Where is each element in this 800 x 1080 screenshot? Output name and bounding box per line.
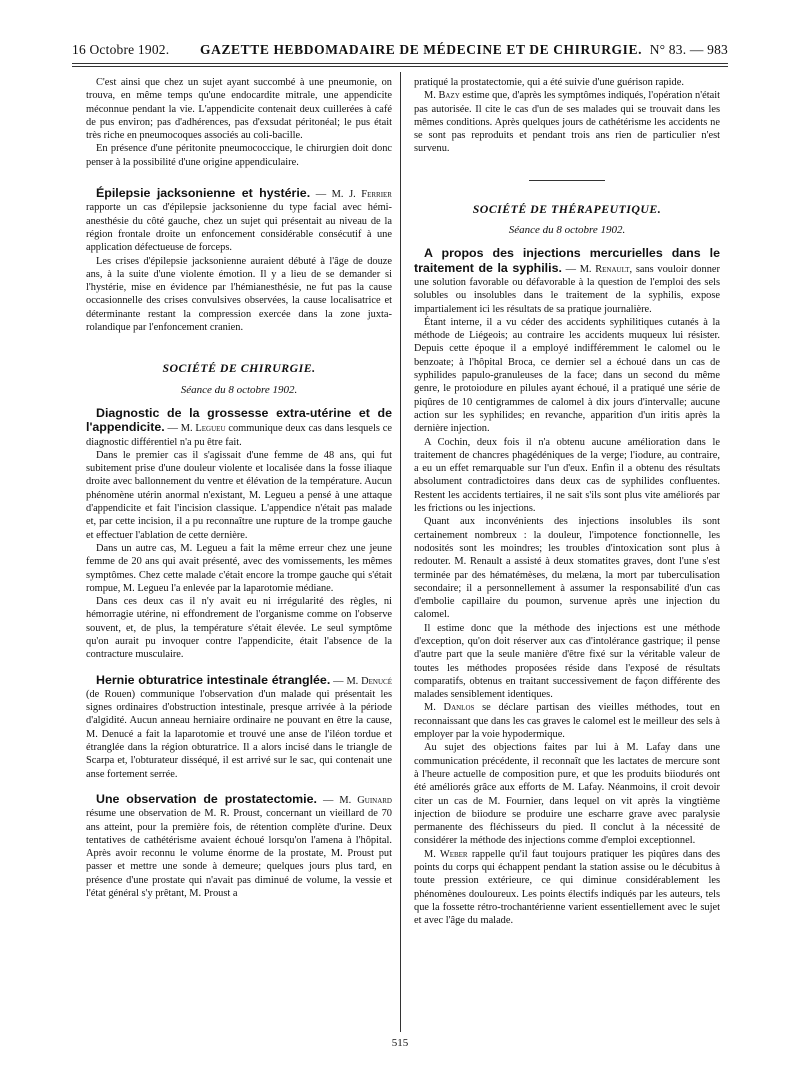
journal-title: GAZETTE HEBDOMADAIRE DE MÉDECINE ET DE CHIRURGIE. <box>200 42 643 57</box>
paragraph-text: estime que, d'après les symptômes indiqués, l'opération n'était pas autorisée. Il cite le cas d'un de ses malades qui se trouvait dans les mêmes conditions. Après quelques jours de cathétérisme les accidents ne se sont pas reproduits et pendant trois ans rien de particulier n'est survenu. <box>414 90 720 155</box>
author-name: — M. Guinard <box>323 794 392 806</box>
section-heading: Diagnostic de la grossesse extra-utérine et de l'appendicite. <box>86 405 392 435</box>
article-injections <box>414 247 720 315</box>
section-heading: Une observation de prostatectomie. <box>96 791 317 806</box>
author-name: — M. Renault, <box>565 263 633 275</box>
article-prostatectomie <box>86 793 392 900</box>
author-name: — M. J. Ferrier <box>315 189 392 201</box>
paragraph: A Cochin, deux fois il n'a obtenu aucune amélioration dans le traitement de chancres phagédéniques de la verge; l'iodure, au contraire, a eu un effet remarquable sur l'un d'eux. Enfin il a obtenu des résultats absolument contradictoires dans deux cas de syphilides confluentes. Restent les accidents tertiaires, il ne sait s'ils sont plus vite améliorés par les frictions ou les injections. <box>414 436 720 515</box>
header-rule-bottom <box>72 66 728 67</box>
paragraph: Il estime donc que la méthode des injections est une méthode d'exception, qu'on doit réserver aux cas d'intolérance gastrique; il pense d'autre part que la seule manière d'être fixé sur la véritable valeur de toutes les méthodes proposées réside dans l'exposé de résultats comparatifs, obtenus en traitant successivement de façon différente des malades sensiblement identiques. <box>414 622 720 701</box>
author-name: M. Bazy <box>424 90 460 102</box>
header-date: 16 Octobre 1902. <box>72 42 170 57</box>
header-rule-top <box>72 63 728 64</box>
page-number: 515 <box>391 1037 409 1049</box>
paragraph-text: rappelle qu'il faut toujours pratiquer les piqûres dans des points du corps qui échappent pendant la station assise ou le décubitus à toute pression extérieure, ce qui diminue considérablement les phénomènes douloureux. Les points électifs indiqués par les auteurs, tels que la fossette rétro-trochantérienne varient essentiellement avec le sujet et avec l'âge du malade. <box>414 848 720 927</box>
paragraph <box>414 701 720 741</box>
left-column <box>86 76 392 900</box>
paragraph: En présence d'une péritonite pneumococcique, le chirurgien doit donc penser à la possibilité d'une origine appendiculaire. <box>86 143 392 168</box>
article-epilepsie <box>86 187 392 254</box>
paragraph: Dans ces deux cas il n'y avait eu ni irrégularité des règles, ni hémorragie utérine, ni effondrement de l'organisme comme on l'observe souvent, et, de plus, la température s'était élevée. Le seul symptôme qu'on aurait pu invoquer contre l'appendicite, était l'absence de la contracture musculaire. <box>86 596 392 661</box>
author-name: M. Weber <box>424 848 468 860</box>
paragraph-text: se déclare partisan des vieilles méthodes, tout en reconnaissant que dans les cas graves le calomel est le meilleur des sels à employer par la voie hypodermique. <box>414 702 720 741</box>
society-title: SOCIÉTÉ DE CHIRURGIE. <box>162 361 316 376</box>
paragraph <box>414 89 720 155</box>
paragraph: C'est ainsi que chez un sujet ayant succombé à une pneumonie, on trouva, en même temps qu'une endocardite mitrale, une appendicite méconnue pendant la vie. L'appendicite contenait deux cuillerées à café de pus environ; pas d'adhérences, pas d'exsudat péritonéal; le pus était très riche en pneumocoques associés au coli-bacille. <box>86 77 392 142</box>
paragraph-text: résume une observation de M. R. Proust, concernant un vieillard de 70 ans atteint, pour la première fois, de rétention complète d'urine. Deux tentatives de cathétérisme avaient échoué lorsqu'on l'amena à l'hôpital. Après avoir reconnu le volume énorme de la prostate, M. Proust put passer et mettre une sonde à demeure; quelques jours plus tard, en présence d'une prostate qui n'avait pas diminué de volume, la vessie et l'état général s'y prêtant, M. Proust a <box>86 808 392 900</box>
author-name: — M. Denucé <box>333 675 392 687</box>
paragraph <box>414 848 720 928</box>
author-name: — M. Legueu <box>167 423 226 435</box>
article-diagnostic <box>86 407 392 449</box>
paragraph-text: communique deux cas dans lesquels ce diagnostic différentiel n'a pu être fait. <box>86 423 392 448</box>
paragraph-text: (de Rouen) communique l'observation d'un malade qui présentait les signes ordinaires d'obstruction intestinale, presque arrivée à la période d'algidité. Aucun anneau herniaire ordinaire ne pouvant en être la cause, M. Denucé a fait la laparotomie et trouvé une anse de l'iléon tordue et étranglée dans la région obturatrice. Il a alors incisé dans le triangle de Scarpa et, l'obturateur disséqué, il est arrivé sur le sac, qui contenait une anse fortement serrée. <box>86 688 392 780</box>
session-date: Séance du 8 octobre 1902. <box>508 224 626 237</box>
paragraph: pratiqué la prostatectomie, qui a été suivie d'une guérison rapide. <box>414 77 684 88</box>
section-heading: Hernie obturatrice intestinale étranglée. <box>96 672 331 687</box>
right-column <box>414 76 720 928</box>
paragraph-text: rapporte un cas d'épilepsie jacksonienne du type facial avec hémi-anesthésie du côté gauche, chez un sujet qui présentait au niveau de la région frontale droite un enfoncement considérable consécutif à une application défectueuse de forceps. <box>86 202 392 254</box>
running-header <box>72 40 728 62</box>
paragraph: Étant interne, il a vu céder des accidents syphilitiques cutanés à la méthode de Liégeois; au contraire les accidents muqueux lui résister. Depuis cette époque il a employé indifféremment le calomel ou le benzoate; à l'hôpital Broca, ce dernier sel a échoué dans un cas de syphilides papulo-granuleuses de la face; dans un second du même genre, le protoiodure en pilules ayant échoué, il a pratiqué une série de piqûres de 10 centigrammes de calomel à dix jours d'intervalle; aucune action sur les syphilides; en revanche, apparition d'un iritis après la dernière injection. <box>414 316 720 435</box>
column-divider <box>400 72 401 1032</box>
author-name: M. Danlos <box>424 702 475 714</box>
section-heading: A propos des injections mercurielles dans le traitement de la syphilis. <box>414 246 720 275</box>
session-date: Séance du 8 octobre 1902. <box>180 383 298 396</box>
paragraph: Au sujet des objections faites par lui à M. Lafay dans une communication précédente, il reconnaît que les lactates de mercure sont à l'heure actuelle de composition pure, et que les produits biiodurés ont été améliorés grâce aux efforts de M. Lafay. Néanmoins, il croit devoir citer un cas de M. Fournier, dans lequel on vit après la vingtième injection de biiodure se produire une escharre grave avec paralysie permanente des fléchisseurs du pied. Il conclut à la nécessité de considérer la méthode des injections comme d'emploi exceptionnel. <box>414 742 720 847</box>
section-heading: Épilepsie jacksonienne et hystérie. <box>96 186 311 201</box>
paragraph: Dans le premier cas il s'agissait d'une femme de 48 ans, qui fut subitement prise d'une douleur violente et localisée dans la fosse iliaque droite avec ballonnement du ventre et élévation de la température. Aucun phénomène utérin anormal n'existant, M. Legueu a pensé à une attaque d'appendicite et fait l'incision classique. L'appendice n'était pas malade et, par cette incision, il a pu reconnaître une rupture de la trompe gauche et effectuer l'ablation de cette dernière. <box>86 449 392 541</box>
issue-number: N° 83. — 983 <box>649 42 728 57</box>
paragraph: Les crises d'épilepsie jacksonienne auraient débuté à l'âge de douze ans, à la suite d'une violente émotion. Il y a lieu de se demander si l'hystérie, mise en évidence par l'hémianesthésie, ne fut pas la cause occasionnelle des crises convulsives observées, la cause localisatrice et déterminante restant la compression exercée dans la zone juxta-rolandique par l'enfoncement cranien. <box>86 255 392 334</box>
paragraph: Dans un autre cas, M. Legueu a fait la même erreur chez une jeune femme de 20 ans qui avait présenté, avec des vomissements, les mêmes symptômes. Chez cette malade c'était encore la trompe gauche qui s'était rompue, M. Legueu l'a enlevée par la laparotomie médiane. <box>86 542 392 594</box>
article-hernie <box>86 674 392 781</box>
paragraph-text: sans vouloir donner une solution favorable ou défavorable à la question de l'emploi des sels solubles ou insolubles dans le traitement de la syphilis, expose impartialement ici les résultats de sa pratique journalière. <box>414 263 720 315</box>
society-title: SOCIÉTÉ DE THÉRAPEUTIQUE. <box>472 201 662 216</box>
paragraph: Quant aux inconvénients des injections insolubles ils sont certainement nombreux : la douleur, l'impotence fonctionnelle, les nodosités sont les moindres; les troubles d'intoxication sont plus à redouter. M. Renault a assisté à deux stomatites graves, dont l'une s'est terminée par des hématémèses, du melæna, la mort par tuberculisation secondaire; il a personnellement à assumer la responsabilité d'un cas d'embolie capillaire du poumon, survenue après une injection du calomel. <box>414 516 720 621</box>
